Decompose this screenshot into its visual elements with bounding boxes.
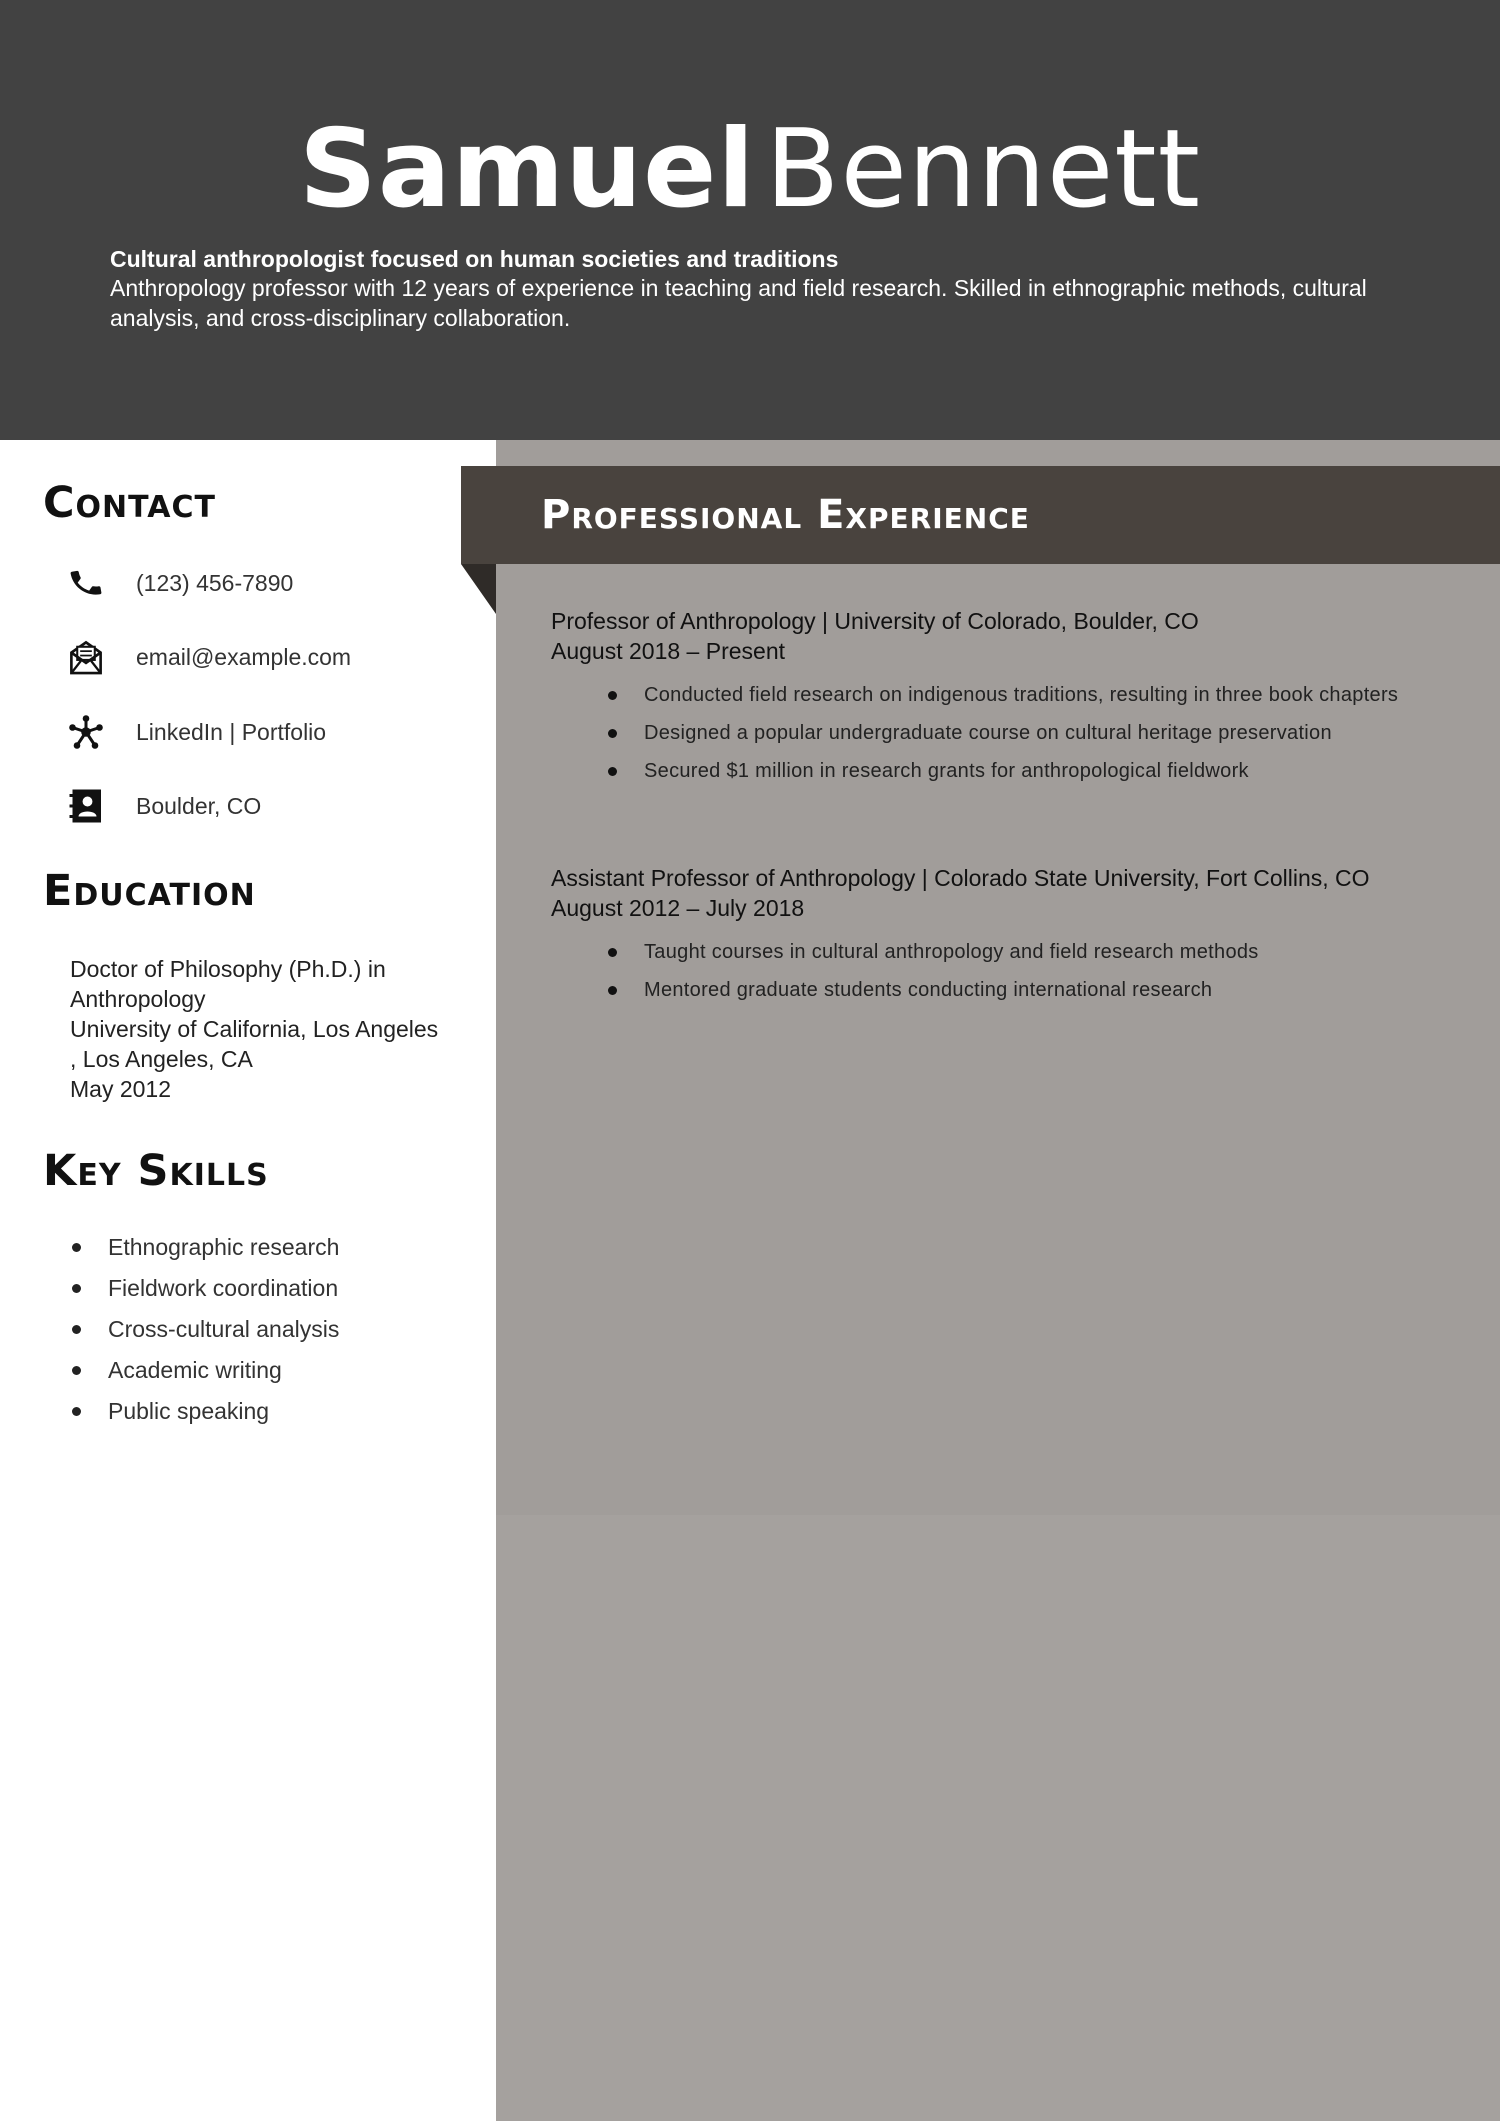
network-icon [66,712,106,752]
phone-number: (123) 456-7890 [136,570,294,596]
job-dates: August 2012 – July 2018 [551,895,805,921]
experience-title: Professional Experience [541,492,1030,538]
school: University of California, Los Angeles , Los Angeles, CA [70,1016,439,1072]
skill-item: Cross-cultural analysis [70,1314,339,1344]
last-name: Bennett [765,107,1201,232]
skill-item: Fieldwork coordination [70,1273,339,1303]
envelope-icon [66,637,106,677]
profile-links[interactable]: LinkedIn | Portfolio [136,719,327,745]
summary: Anthropology professor with 12 years of experience in teaching and field research. Skilled in ethnographic methods, cultural analysis, and cross-disciplinary collaboration. [110,275,1367,331]
job-title: Assistant Professor of Anthropology | Colorado State University, Fort Collins, CO [551,865,1370,891]
job-bullets [551,939,1451,1003]
contact-email [66,635,486,679]
location: Boulder, CO [136,793,262,819]
first-name: Samuel [299,107,756,232]
email-address: email@example.com [136,644,352,670]
skill-item: Public speaking [70,1396,339,1426]
job-bullet: Mentored graduate students conducting international research [551,977,1451,1003]
job-title: Professor of Anthropology | University of Colorado, Boulder, CO [551,608,1199,634]
contact-links [66,710,486,754]
job-dates: August 2018 – Present [551,638,785,664]
tagline: Cultural anthropologist focused on human societies and traditions [110,246,839,272]
job-entry [551,863,1451,1015]
job-bullet: Conducted field research on indigenous traditions, resulting in three book chapters [551,682,1451,708]
skills-title: Key Skills [43,1146,269,1196]
contact-title: Contact [43,478,217,528]
skill-item: Ethnographic research [70,1232,339,1262]
job-bullet: Designed a popular undergraduate course on cultural heritage preservation [551,720,1451,746]
graduation-date: May 2012 [70,1076,172,1102]
job-bullet: Secured $1 million in research grants for anthropological fieldwork [551,758,1451,784]
education-entry [70,954,450,1104]
resume-header [0,0,1500,440]
job-bullets [551,682,1451,784]
contact-location [66,784,486,828]
candidate-name [0,105,1500,235]
degree: Doctor of Philosophy (Ph.D.) in Anthropology [70,956,386,1012]
phone-icon [66,563,106,603]
education-title: Education [43,866,256,916]
job-bullet: Taught courses in cultural anthropology and field research methods [551,939,1451,965]
skill-item: Academic writing [70,1355,339,1385]
address-book-icon [66,786,106,826]
job-entry [551,606,1451,796]
skills-list [70,1232,339,1437]
contact-phone [66,561,486,605]
